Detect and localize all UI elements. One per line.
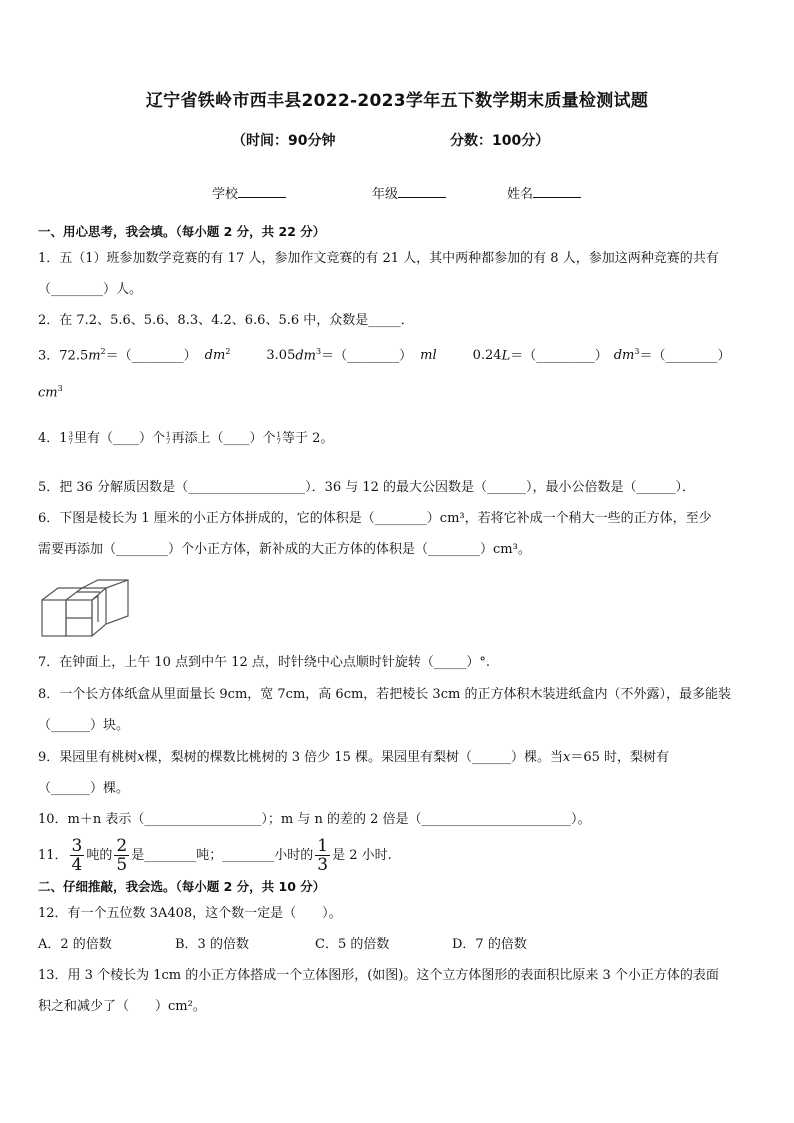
question-12: 12．有一个五位数 3A408，这个数一定是（ ）。 bbox=[38, 906, 342, 921]
school-field[interactable] bbox=[212, 183, 286, 202]
school-label: 学校 bbox=[212, 187, 239, 202]
question-6-line-2: 需要再添加（________）个小正方体，新补成的大正方体的体积是（________）cm³。 bbox=[38, 542, 531, 557]
question-9-line-2: （______）棵。 bbox=[38, 781, 130, 796]
cubes-figure bbox=[40, 578, 132, 640]
fraction-1-3: $\frac{1}{3}$ bbox=[317, 835, 329, 875]
option-b[interactable]: B．3 的倍数 bbox=[175, 937, 249, 952]
option-a[interactable]: A．2 的倍数 bbox=[38, 937, 112, 952]
question-11: 11． $\frac{3}{4}$ 吨的 $\frac{2}{5}$ 是________吨；________小时的 $\frac{1}{3}$ 是 2 小时. bbox=[38, 835, 392, 875]
time-label: （时间：90分钟 bbox=[232, 133, 336, 149]
question-9-line-1: 9．果园里有桃树x棵，梨树的棵数比桃树的 3 倍少 15 棵。果园里有梨树（______）棵。当x＝65 时，梨树有 bbox=[38, 750, 669, 765]
fraction-2-5: $\frac{2}{5}$ bbox=[116, 835, 128, 875]
fraction-3-4: $\frac{3}{4}$ bbox=[71, 835, 83, 875]
question-10: 10．m＋n 表示（__________________）；m 与 n 的差的 2 倍是（_______________________）。 bbox=[38, 812, 591, 827]
grade-label: 年级 bbox=[372, 187, 399, 202]
question-1-line-1: 1．五（1）班参加数学竞赛的有 17 人，参加作文竞赛的有 21 人，其中两种都参加的有 8 人，参加这两种竞赛的共有 bbox=[38, 251, 719, 266]
school-blank[interactable] bbox=[238, 185, 286, 198]
question-7: 7．在钟面上，上午 10 点到中午 12 点，时针绕中心点顺时针旋转（_____）°. bbox=[38, 655, 491, 670]
question-13-line-1: 13．用 3 个棱长为 1cm 的小正方体搭成一个立体图形，(如图)。这个立方体图形的表面积比原来 3 个小正方体的表面 bbox=[38, 968, 719, 983]
name-field[interactable] bbox=[507, 183, 581, 202]
option-c[interactable]: C．5 的倍数 bbox=[315, 937, 390, 952]
question-8-line-2: （______）块。 bbox=[38, 718, 130, 733]
question-6-line-1: 6．下图是棱长为 1 厘米的小正方体拼成的，它的体积是（________）cm³，若将它补成一个稍大一些的正方体，至少 bbox=[38, 511, 712, 526]
section-1-heading: 一、用心思考，我会填。（每小题 2 分，共 22 分） bbox=[38, 224, 326, 239]
question-4: 4．1 3 7 里有（____）个 1 7 再添上（____）个 1 7 等于 2。 bbox=[38, 431, 334, 446]
question-5: 5．把 36 分解质因数是（__________________）．36 与 12 的最大公因数是（______），最小公倍数是（______）． bbox=[38, 480, 696, 495]
name-blank[interactable] bbox=[533, 185, 581, 198]
question-8-line-1: 8．一个长方体纸盒从里面量长 9cm，宽 7cm，高 6cm，若把棱长 3cm 的正方体积木装进纸盒内（不外露），最多能装 bbox=[38, 687, 731, 702]
grade-field[interactable] bbox=[372, 183, 446, 202]
question-3-unit: $cm^3$ bbox=[38, 384, 63, 401]
option-d[interactable]: D．7 的倍数 bbox=[452, 937, 527, 952]
question-13-line-2: 积之和减少了（ ）cm²。 bbox=[38, 999, 206, 1014]
section-2-heading: 二、仔细推敲，我会选。（每小题 2 分，共 10 分） bbox=[38, 879, 326, 894]
question-3: 3．$72.5m^2=(\_\_\_\_\_\_\_\_)$ $dm^2$ $3.05dm^3=(\_\_\_\_\_\_\_\_)$ ml 0.24L＝（_________） $dm^3=(\_\_\_\_\_\_\_\_)$ bbox=[38, 347, 731, 364]
grade-blank[interactable] bbox=[398, 185, 446, 198]
exam-title: 辽宁省铁岭市西丰县2022-2023学年五下数学期末质量检测试题 bbox=[145, 91, 649, 111]
question-1-line-2: （________）人。 bbox=[38, 282, 143, 297]
score-label: 分数：100分） bbox=[450, 133, 550, 149]
name-label: 姓名 bbox=[507, 187, 534, 202]
question-2: 2．在 7.2、5.6、5.6、8.3、4.2、6.6、5.6 中，众数是_____． bbox=[38, 313, 414, 328]
